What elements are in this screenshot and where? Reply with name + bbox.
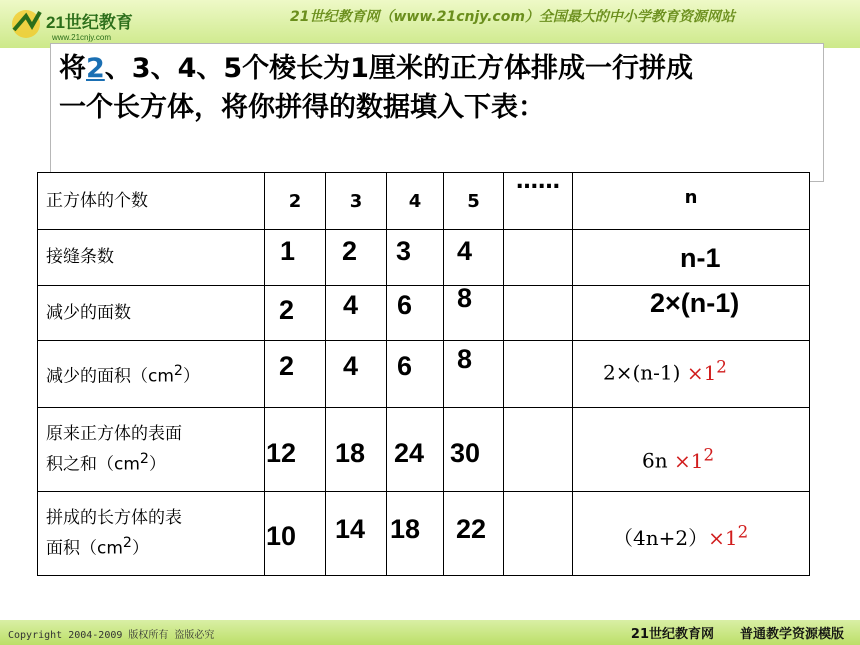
cell-cuboid-dots <box>504 492 573 576</box>
formula-orig <box>642 445 714 473</box>
label-orig-sup: 2 <box>139 450 149 467</box>
label-orig <box>38 408 265 492</box>
cuboid-value-2: 10 <box>266 521 297 551</box>
label-area <box>38 341 265 408</box>
formula-cuboid <box>613 522 748 551</box>
seams-value-4: 3 <box>396 236 412 266</box>
cell-seams-dots <box>504 230 573 286</box>
formula-faces: 2×(n-1) <box>650 288 740 318</box>
cell-faces-4 <box>387 286 444 341</box>
formula-cuboid-base: （4n+2） <box>613 526 709 550</box>
header-3: 3 <box>326 173 387 230</box>
label-cuboid-line2: 面积（cm <box>46 538 123 559</box>
footer-brand: 21世纪教育网 普通教学资源模版 <box>630 627 844 642</box>
formula-cuboid-times <box>708 522 749 550</box>
site-logo <box>6 4 146 44</box>
label-area-text: 减少的面积（cm <box>46 366 174 387</box>
header-n: n <box>573 173 810 230</box>
cell-area-dots <box>504 341 573 408</box>
title-link[interactable]: 2 <box>86 53 105 84</box>
label-orig-close: ） <box>148 454 166 475</box>
title-line2: 一个长方体，将你拼得的数据填入下表： <box>59 92 545 123</box>
cell-faces-2 <box>265 286 326 341</box>
cuboid-value-5: 22 <box>456 514 487 544</box>
seams-value-2: 1 <box>280 236 296 266</box>
formula-area <box>603 357 727 385</box>
formula-orig-times <box>673 445 715 473</box>
area-value-5: 8 <box>457 344 473 374</box>
site-tagline: 21世纪教育网（www.21cnjy.com）全国最大的中小学教育资源网站 <box>290 9 735 25</box>
area-value-4: 6 <box>397 351 413 381</box>
title-prefix: 将 <box>59 53 86 84</box>
cuboid-value-4: 18 <box>390 514 421 544</box>
formula-area-sup: 2 <box>716 357 727 376</box>
formula-area-times-text: ×1 <box>686 360 717 385</box>
cuboid-value-3: 14 <box>335 514 366 544</box>
header-ellipsis: …… <box>504 173 573 230</box>
formula-seams: n-1 <box>680 243 721 273</box>
label-orig-line1: 原来正方体的表面 <box>46 423 182 444</box>
orig-value-2: 12 <box>266 438 297 468</box>
formula-cuboid-times-text: ×1 <box>708 526 738 550</box>
header-banner <box>0 0 860 48</box>
faces-value-2: 2 <box>279 295 295 325</box>
logo-text: 21世纪教育 <box>46 13 133 32</box>
label-cuboid <box>38 492 265 576</box>
header-2: 2 <box>265 173 326 230</box>
cell-orig-dots <box>504 408 573 492</box>
copyright-text: Copyright 2004-2009 版权所有 盗版必究 <box>8 630 215 641</box>
orig-value-5: 30 <box>450 438 481 468</box>
header-5: 5 <box>444 173 504 230</box>
label-cuboid-close: ） <box>131 538 149 559</box>
formula-area-base: 2×(n-1) <box>603 360 681 385</box>
label-orig-line2: 积之和（cm <box>46 454 140 475</box>
formula-orig-base: 6n <box>642 448 668 473</box>
area-value-3: 4 <box>343 351 359 381</box>
problem-statement <box>59 49 819 127</box>
cell-faces-5 <box>444 286 504 341</box>
faces-value-5: 8 <box>457 283 473 313</box>
label-cuboid-sup: 2 <box>122 534 132 551</box>
formula-area-times <box>686 357 727 385</box>
label-area-sup: 2 <box>173 362 183 379</box>
seams-value-3: 2 <box>342 236 358 266</box>
formula-orig-times-text: ×1 <box>673 448 704 473</box>
formula-orig-sup: 2 <box>703 445 715 464</box>
cell-area-5 <box>444 341 504 408</box>
faces-value-3: 4 <box>343 290 359 320</box>
label-faces: 减少的面数 <box>38 286 265 341</box>
title-line1: 、3、4、5个棱长为1厘米的正方体排成一行拼成 <box>104 53 693 84</box>
logo-subtext: www.21cnjy.com <box>52 33 111 42</box>
orig-value-3: 18 <box>335 438 366 468</box>
label-count: 正方体的个数 <box>38 173 265 230</box>
cell-faces-dots <box>504 286 573 341</box>
table-row-count <box>38 173 810 230</box>
seams-value-5: 4 <box>457 236 473 266</box>
cell-seams-5 <box>444 230 504 286</box>
label-area-close: ） <box>182 366 200 387</box>
label-seams: 接缝条数 <box>38 230 265 286</box>
cell-area-4 <box>387 341 444 408</box>
faces-value-4: 6 <box>397 290 413 320</box>
formula-cuboid-sup: 2 <box>737 522 749 542</box>
label-cuboid-line1: 拼成的长方体的表 <box>46 507 182 528</box>
area-value-2: 2 <box>279 351 295 381</box>
cell-area-2 <box>265 341 326 408</box>
header-4: 4 <box>387 173 444 230</box>
footer-bar <box>0 620 860 645</box>
orig-value-4: 24 <box>394 438 425 468</box>
